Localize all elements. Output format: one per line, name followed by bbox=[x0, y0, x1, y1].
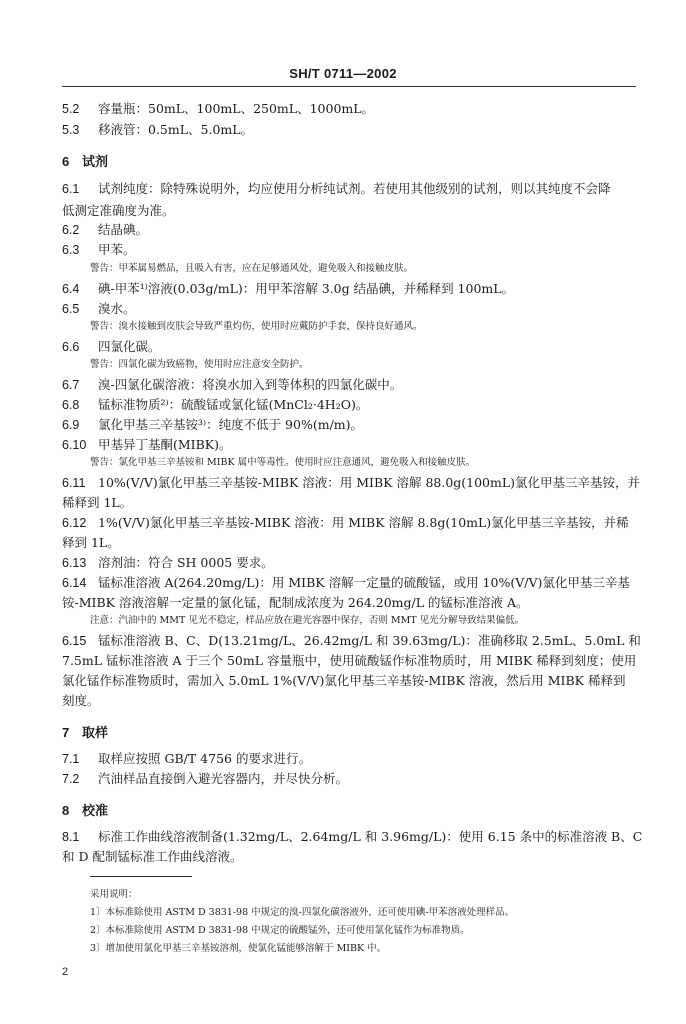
clause-number: 6.4 bbox=[62, 282, 80, 296]
clause-number: 7.1 bbox=[62, 752, 80, 766]
clause-line bbox=[62, 396, 636, 414]
clause-line bbox=[62, 436, 636, 454]
clause-text: 试剂纯度：除特殊说明外，均应使用分析纯试剂。若使用其他级别的试剂，则以其纯度不会降 bbox=[98, 181, 611, 196]
clause-number: 5.2 bbox=[62, 102, 80, 116]
section-number: 8 bbox=[62, 803, 70, 818]
caution-note: 注意：汽油中的 MMT 见光不稳定，样品应放在避光容器中保存，否则 MMT 见光分解导致结果偏低。 bbox=[90, 615, 525, 626]
header-divider bbox=[62, 86, 636, 87]
clause-text: 容量瓶：50mL、100mL、250mL、1000mL。 bbox=[98, 101, 375, 116]
clause-text: 和 D 配制锰标准工作曲线溶液。 bbox=[62, 849, 243, 864]
clause-text: 低测定准确度为准。 bbox=[62, 203, 175, 218]
clause-line bbox=[62, 494, 636, 512]
clause-number: 5.3 bbox=[62, 123, 80, 137]
clause-number: 6.1 bbox=[62, 182, 80, 196]
clause-line bbox=[62, 848, 636, 866]
clause-number: 6.8 bbox=[62, 398, 80, 412]
clause-text: 标准工作曲线溶液制备(1.32mg/L、2.64mg/L 和 3.96mg/L)：使用 6.15 条中的标准溶液 B、C bbox=[98, 829, 643, 844]
section-number: 6 bbox=[62, 154, 70, 169]
clause-text: 氯化甲基三辛基铵³⁾：纯度不低于 90%(m/m)。 bbox=[98, 417, 364, 432]
clause-line bbox=[62, 514, 636, 532]
clause-line bbox=[62, 416, 636, 434]
clause-line bbox=[62, 672, 636, 690]
clause-number: 6.11 bbox=[62, 476, 86, 490]
warning-note: 警告：氯化甲基三辛基铵和 MIBK 属中等毒性。使用时应注意通风，避免吸入和接触皮肤。 bbox=[90, 457, 476, 468]
clause-text: 刻度。 bbox=[62, 693, 100, 708]
clause-line bbox=[62, 574, 636, 592]
clause-text: 溶剂油：符合 SH 0005 要求。 bbox=[98, 555, 274, 570]
clause-line bbox=[62, 652, 636, 670]
clause-text: 结晶碘。 bbox=[98, 222, 149, 237]
clause-line bbox=[62, 202, 636, 220]
clause-text: 10%(V/V)氯化甲基三辛基铵-MIBK 溶液：用 MIBK 溶解 88.0g(100mL)氯化甲基三辛基铵，并 bbox=[98, 475, 641, 490]
clause-line bbox=[62, 594, 636, 612]
clause-line bbox=[62, 338, 636, 356]
clause-text: 稀释到 1L。 bbox=[62, 495, 133, 510]
clause-line bbox=[62, 300, 636, 318]
clause-text: 释到 1L。 bbox=[62, 535, 120, 550]
clause-number: 7.2 bbox=[62, 772, 80, 786]
clause-text: 甲基异丁基酮(MIBK)。 bbox=[98, 437, 232, 452]
warning-note: 警告：四氯化碳为致癌物，使用时应注意安全防护。 bbox=[90, 359, 309, 370]
clause-number: 6.10 bbox=[62, 438, 87, 452]
clause-line bbox=[62, 692, 636, 710]
footnote-divider bbox=[90, 876, 192, 877]
section-heading bbox=[62, 151, 108, 170]
clause-text: 锰标准物质²⁾：硫酸锰或氯化锰(MnCl₂·4H₂O)。 bbox=[98, 397, 369, 412]
clause-text: 锰标准溶液 B、C、D(13.21mg/L、26.42mg/L 和 39.63mg/L)：准确移取 2.5mL、5.0mL 和 bbox=[98, 633, 641, 648]
clause-number: 6.14 bbox=[62, 576, 87, 590]
clause-text: 溴水。 bbox=[98, 301, 136, 316]
clause-line bbox=[62, 474, 641, 492]
clause-line bbox=[62, 180, 636, 198]
footnote: 3〕增加使用氯化甲基三辛基铵溶剂，使氯化锰能够溶解于 MIBK 中。 bbox=[90, 943, 387, 954]
clause-text: 移液管：0.5mL、5.0mL。 bbox=[98, 122, 254, 137]
clause-line bbox=[62, 280, 636, 298]
section-title: 校准 bbox=[82, 804, 109, 819]
clause-line bbox=[62, 632, 641, 650]
clause-line bbox=[62, 241, 636, 259]
clause-number: 6.12 bbox=[62, 516, 87, 530]
clause-number: 6.2 bbox=[62, 223, 80, 237]
clause-line bbox=[62, 376, 636, 394]
clause-text: 1%(V/V)氯化甲基三辛基铵-MIBK 溶液：用 MIBK 溶解 8.8g(10mL)氯化甲基三辛基铵，并稀 bbox=[98, 515, 629, 530]
clause-text: 锰标准溶液 A(264.20mg/L)：用 MIBK 溶解一定量的硫酸锰，或用 10%(V/V)氯化甲基三辛基 bbox=[98, 575, 630, 590]
clause-text: 汽油样品直接倒入避光容器内，并尽快分析。 bbox=[98, 771, 349, 786]
clause-line bbox=[62, 828, 643, 846]
footnote-heading: 采用说明： bbox=[90, 889, 138, 900]
clause-number: 6.6 bbox=[62, 340, 80, 354]
clause-number: 6.7 bbox=[62, 378, 80, 392]
section-heading bbox=[62, 722, 108, 741]
clause-number: 6.13 bbox=[62, 556, 87, 570]
warning-note: 警告：溴水接触到皮肤会导致严重灼伤，使用时应戴防护手套，保持良好通风。 bbox=[90, 321, 423, 332]
clause-text: 氯化锰作标准物质时，需加入 5.0mL 1%(V/V)氯化甲基三辛基铵-MIBK 溶液，然后用 MIBK 稀释到 bbox=[62, 673, 626, 688]
clause-text: 铵-MIBK 溶液溶解一定量的氯化锰，配制成浓度为 264.20mg/L 的锰标准溶液 A。 bbox=[62, 595, 529, 610]
clause-text: 溴-四氯化碳溶液：将溴水加入到等体积的四氯化碳中。 bbox=[98, 377, 403, 392]
clause-number: 6.9 bbox=[62, 418, 80, 432]
clause-line bbox=[62, 770, 636, 788]
footnote: 1〕本标准除使用 ASTM D 3831-98 中规定的溴-四氯化碳溶液外，还可使用碘-甲苯溶液处理样品。 bbox=[90, 907, 515, 918]
warning-note: 警告：甲苯属易燃品，且吸入有害，应在足够通风处，避免吸入和接触皮肤。 bbox=[90, 263, 414, 274]
section-heading bbox=[62, 800, 108, 819]
page-number: 2 bbox=[62, 966, 69, 978]
clause-line bbox=[62, 534, 636, 552]
clause-line bbox=[62, 100, 636, 118]
clause-text: 四氯化碳。 bbox=[98, 339, 161, 354]
footnote: 2〕本标准除使用 ASTM D 3831-98 中规定的硫酸锰外，还可使用氯化锰作为标准物质。 bbox=[90, 925, 470, 936]
section-number: 7 bbox=[62, 725, 70, 740]
clause-text: 甲苯。 bbox=[98, 242, 136, 257]
clause-number: 6.5 bbox=[62, 302, 80, 316]
clause-text: 碘-甲苯¹⁾溶液(0.03g/mL)：用甲苯溶解 3.0g 结晶碘，并稀释到 100mL。 bbox=[98, 281, 515, 296]
clause-number: 6.3 bbox=[62, 243, 80, 257]
section-title: 试剂 bbox=[82, 155, 109, 170]
clause-line bbox=[62, 221, 636, 239]
clause-text: 取样应按照 GB/T 4756 的要求进行。 bbox=[98, 751, 311, 766]
clause-line bbox=[62, 121, 636, 139]
page-header-title: SH/T 0711—2002 bbox=[289, 66, 397, 81]
clause-line bbox=[62, 554, 636, 572]
clause-number: 8.1 bbox=[62, 830, 80, 844]
clause-text: 7.5mL 锰标准溶液 A 于三个 50mL 容量瓶中，使用硫酸锰作标准物质时，用 MIBK 稀释到刻度；使用 bbox=[62, 653, 637, 668]
clause-line bbox=[62, 750, 636, 768]
clause-number: 6.15 bbox=[62, 634, 87, 648]
section-title: 取样 bbox=[82, 726, 109, 741]
